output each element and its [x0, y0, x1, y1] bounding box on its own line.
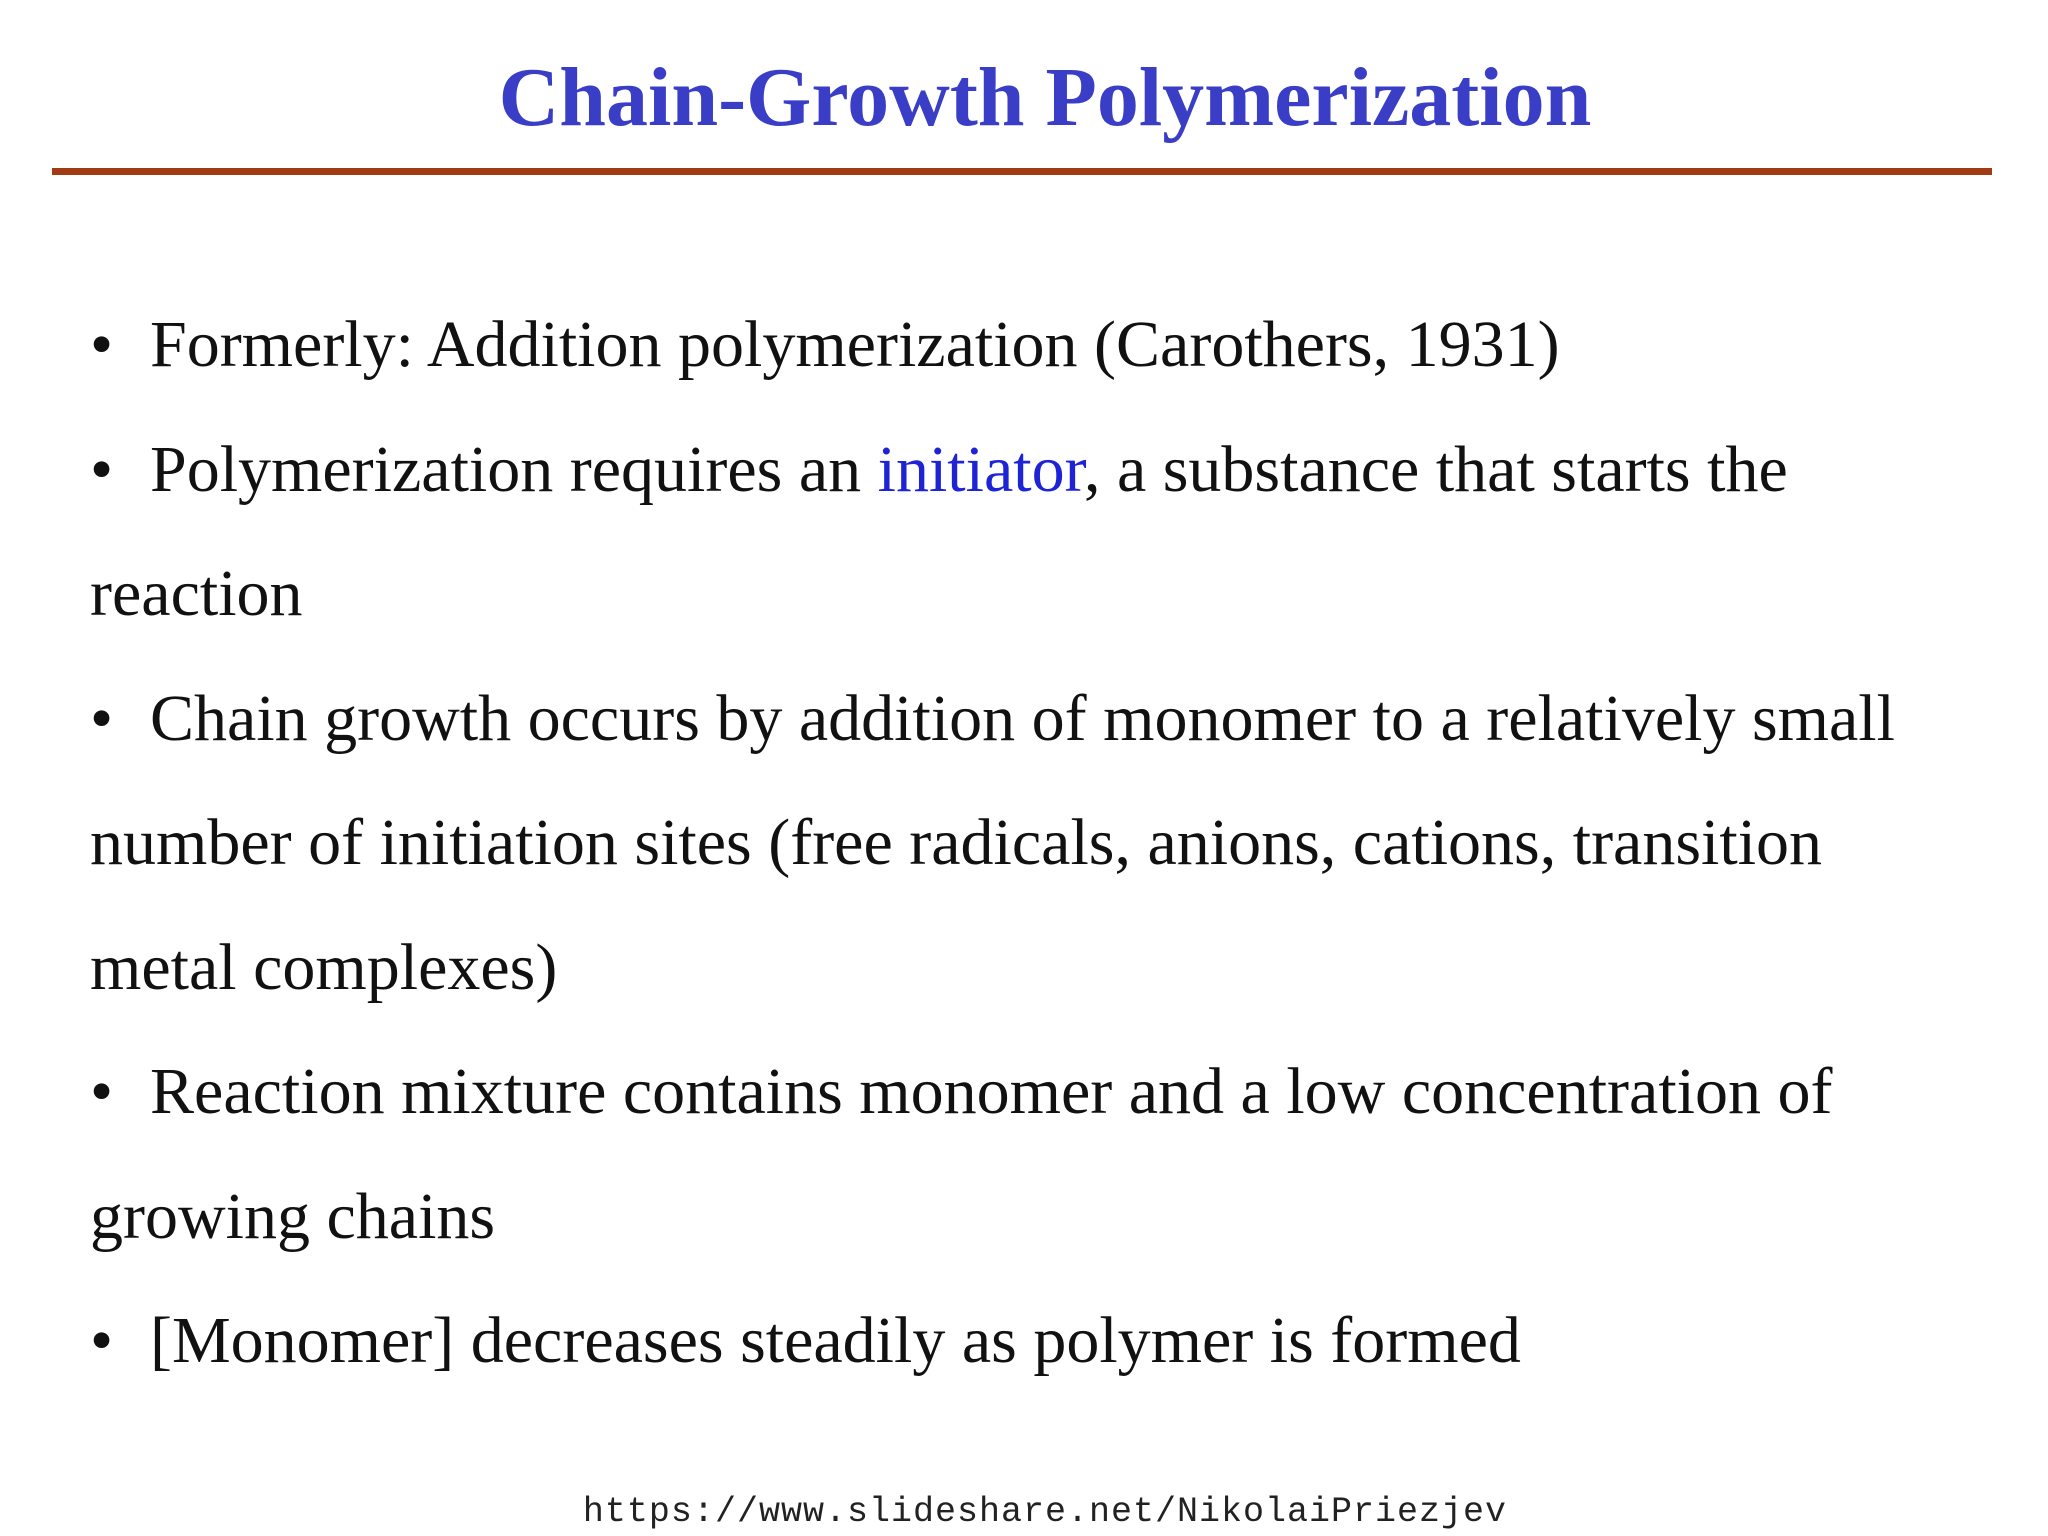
bullet-marker: • — [90, 432, 114, 506]
bullet-item-2 — [90, 408, 2010, 533]
bullet-item-1 — [90, 283, 2010, 408]
bullet-item-5 — [90, 1279, 2010, 1404]
bullet-marker: • — [90, 681, 114, 755]
bullet-list — [90, 283, 2010, 1404]
bullet-marker: • — [90, 1304, 114, 1377]
bullet-2-text-after: , a substance that starts the — [1083, 432, 1788, 506]
bullet-3-line-1: Chain growth occurs by addition of monomer to a relatively small — [150, 681, 1895, 755]
bullet-item-4 — [90, 1030, 2010, 1155]
source-url: https://www.slideshare.net/NikolaiPriezjev — [582, 1492, 1508, 1532]
bullet-5-line-1: [Monomer] decreases steadily as polymer is formed — [150, 1304, 1521, 1377]
title-divider — [52, 168, 1992, 175]
bullet-4-line-2: growing chains — [90, 1179, 496, 1253]
bullet-3-line-3: metal complexes) — [90, 930, 558, 1004]
slide-title: Chain-Growth Polymerization — [498, 51, 1592, 144]
bullet-1-line-1: Formerly: Addition polymerization (Carothers, 1931) — [150, 308, 1560, 381]
bullet-2-text-before: Polymerization requires an — [150, 432, 878, 506]
bullet-2-line-2: reaction — [90, 557, 303, 630]
bullet-3-line-2: number of initiation sites (free radicals, anions, cations, transition — [90, 806, 1823, 879]
bullet-4-line-1: Reaction mixture contains monomer and a low concentration of — [150, 1055, 1833, 1128]
initiator-highlight: initiator — [877, 432, 1084, 506]
bullet-marker: • — [90, 308, 114, 381]
bullet-marker: • — [90, 1055, 114, 1128]
bullet-item-3 — [90, 657, 2010, 782]
